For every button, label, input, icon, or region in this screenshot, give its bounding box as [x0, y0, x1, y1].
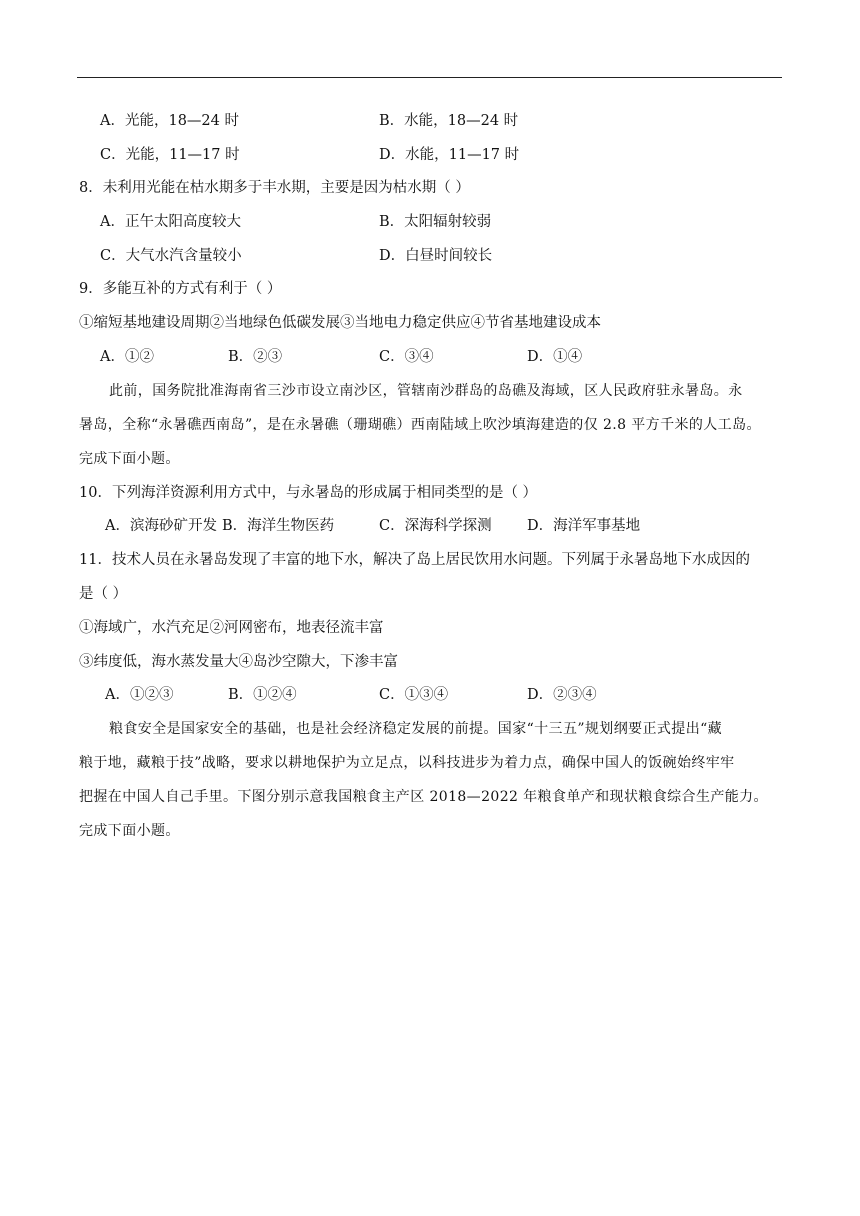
q8-option-b[interactable]: B．太阳辐射较弱 — [379, 214, 492, 230]
passage2-line-2: 粮于地，藏粮于技”战略，要求以耕地保护为立足点，以科技进步为着力点，确保中国人的饭碗始终牢牢 — [79, 755, 735, 771]
q10-option-a[interactable]: A．滨海砂矿开发 — [105, 518, 217, 534]
passage1-line-2: 暑岛，全称“永暑礁西南岛”，是在永暑礁（珊瑚礁）西南陆域上吹沙填海建造的仅 2.8 平方千米的人工岛。 — [79, 417, 761, 433]
q8-option-d[interactable]: D．白昼时间较长 — [379, 248, 493, 264]
q9-option-a[interactable]: A．①② — [100, 349, 154, 365]
q9-stem: 9．多能互补的方式有利于（ ） — [79, 281, 282, 297]
q11-statements-line-1: ①海域广，水汽充足②河网密布，地表径流丰富 — [79, 620, 384, 636]
q7-option-c[interactable]: C．光能，11—17 时 — [100, 147, 240, 163]
q7-option-a[interactable]: A．光能，18—24 时 — [100, 113, 239, 129]
q9-option-b[interactable]: B．②③ — [228, 349, 283, 365]
q8-option-a[interactable]: A．正午太阳高度较大 — [100, 214, 241, 230]
q7-option-d[interactable]: D．水能，11—17 时 — [379, 147, 520, 163]
header-rule — [77, 77, 782, 78]
q11-option-b[interactable]: B．①②④ — [228, 687, 297, 703]
passage1-line-1: 此前，国务院批准海南省三沙市设立南沙区，管辖南沙群岛的岛礁及海域，区人民政府驻永暑岛。永 — [109, 383, 743, 399]
q9-statements: ①缩短基地建设周期②当地绿色低碳发展③当地电力稳定供应④节省基地建设成本 — [79, 315, 601, 331]
passage2-line-1: 粮食安全是国家安全的基础，也是社会经济稳定发展的前提。国家“十三五”规划纲要正式提出“藏 — [109, 721, 723, 737]
q11-option-d[interactable]: D．②③④ — [527, 687, 597, 703]
q7-option-b[interactable]: B．水能，18—24 时 — [379, 113, 519, 129]
q11-stem-line-2: 是（ ） — [79, 586, 128, 602]
q9-option-c[interactable]: C．③④ — [379, 349, 434, 365]
q8-option-c[interactable]: C．大气水汽含量较小 — [100, 248, 242, 264]
q11-option-a[interactable]: A．①②③ — [105, 687, 174, 703]
passage2-line-4: 完成下面小题。 — [79, 823, 180, 839]
q10-option-d[interactable]: D．海洋军事基地 — [527, 518, 641, 534]
passage2-line-3: 把握在中国人自己手里。下图分别示意我国粮食主产区 2018—2022 年粮食单产和现状粮食综合生产能力。 — [79, 789, 768, 805]
q11-option-c[interactable]: C．①③④ — [379, 687, 449, 703]
q10-option-c[interactable]: C．深海科学探测 — [379, 518, 492, 534]
q10-option-b[interactable]: B．海洋生物医药 — [222, 518, 335, 534]
q11-stem-line-1: 11．技术人员在永暑岛发现了丰富的地下水，解决了岛上居民饮用水问题。下列属于永暑岛地下水成因的 — [79, 552, 750, 568]
q9-option-d[interactable]: D．①④ — [527, 349, 583, 365]
q10-stem: 10．下列海洋资源利用方式中，与永暑岛的形成属于相同类型的是（ ） — [79, 485, 538, 501]
q8-stem: 8．未利用光能在枯水期多于丰水期，主要是因为枯水期（ ） — [79, 180, 470, 196]
q11-statements-line-2: ③纬度低，海水蒸发量大④岛沙空隙大，下渗丰富 — [79, 654, 398, 670]
passage1-line-3: 完成下面小题。 — [79, 451, 180, 467]
